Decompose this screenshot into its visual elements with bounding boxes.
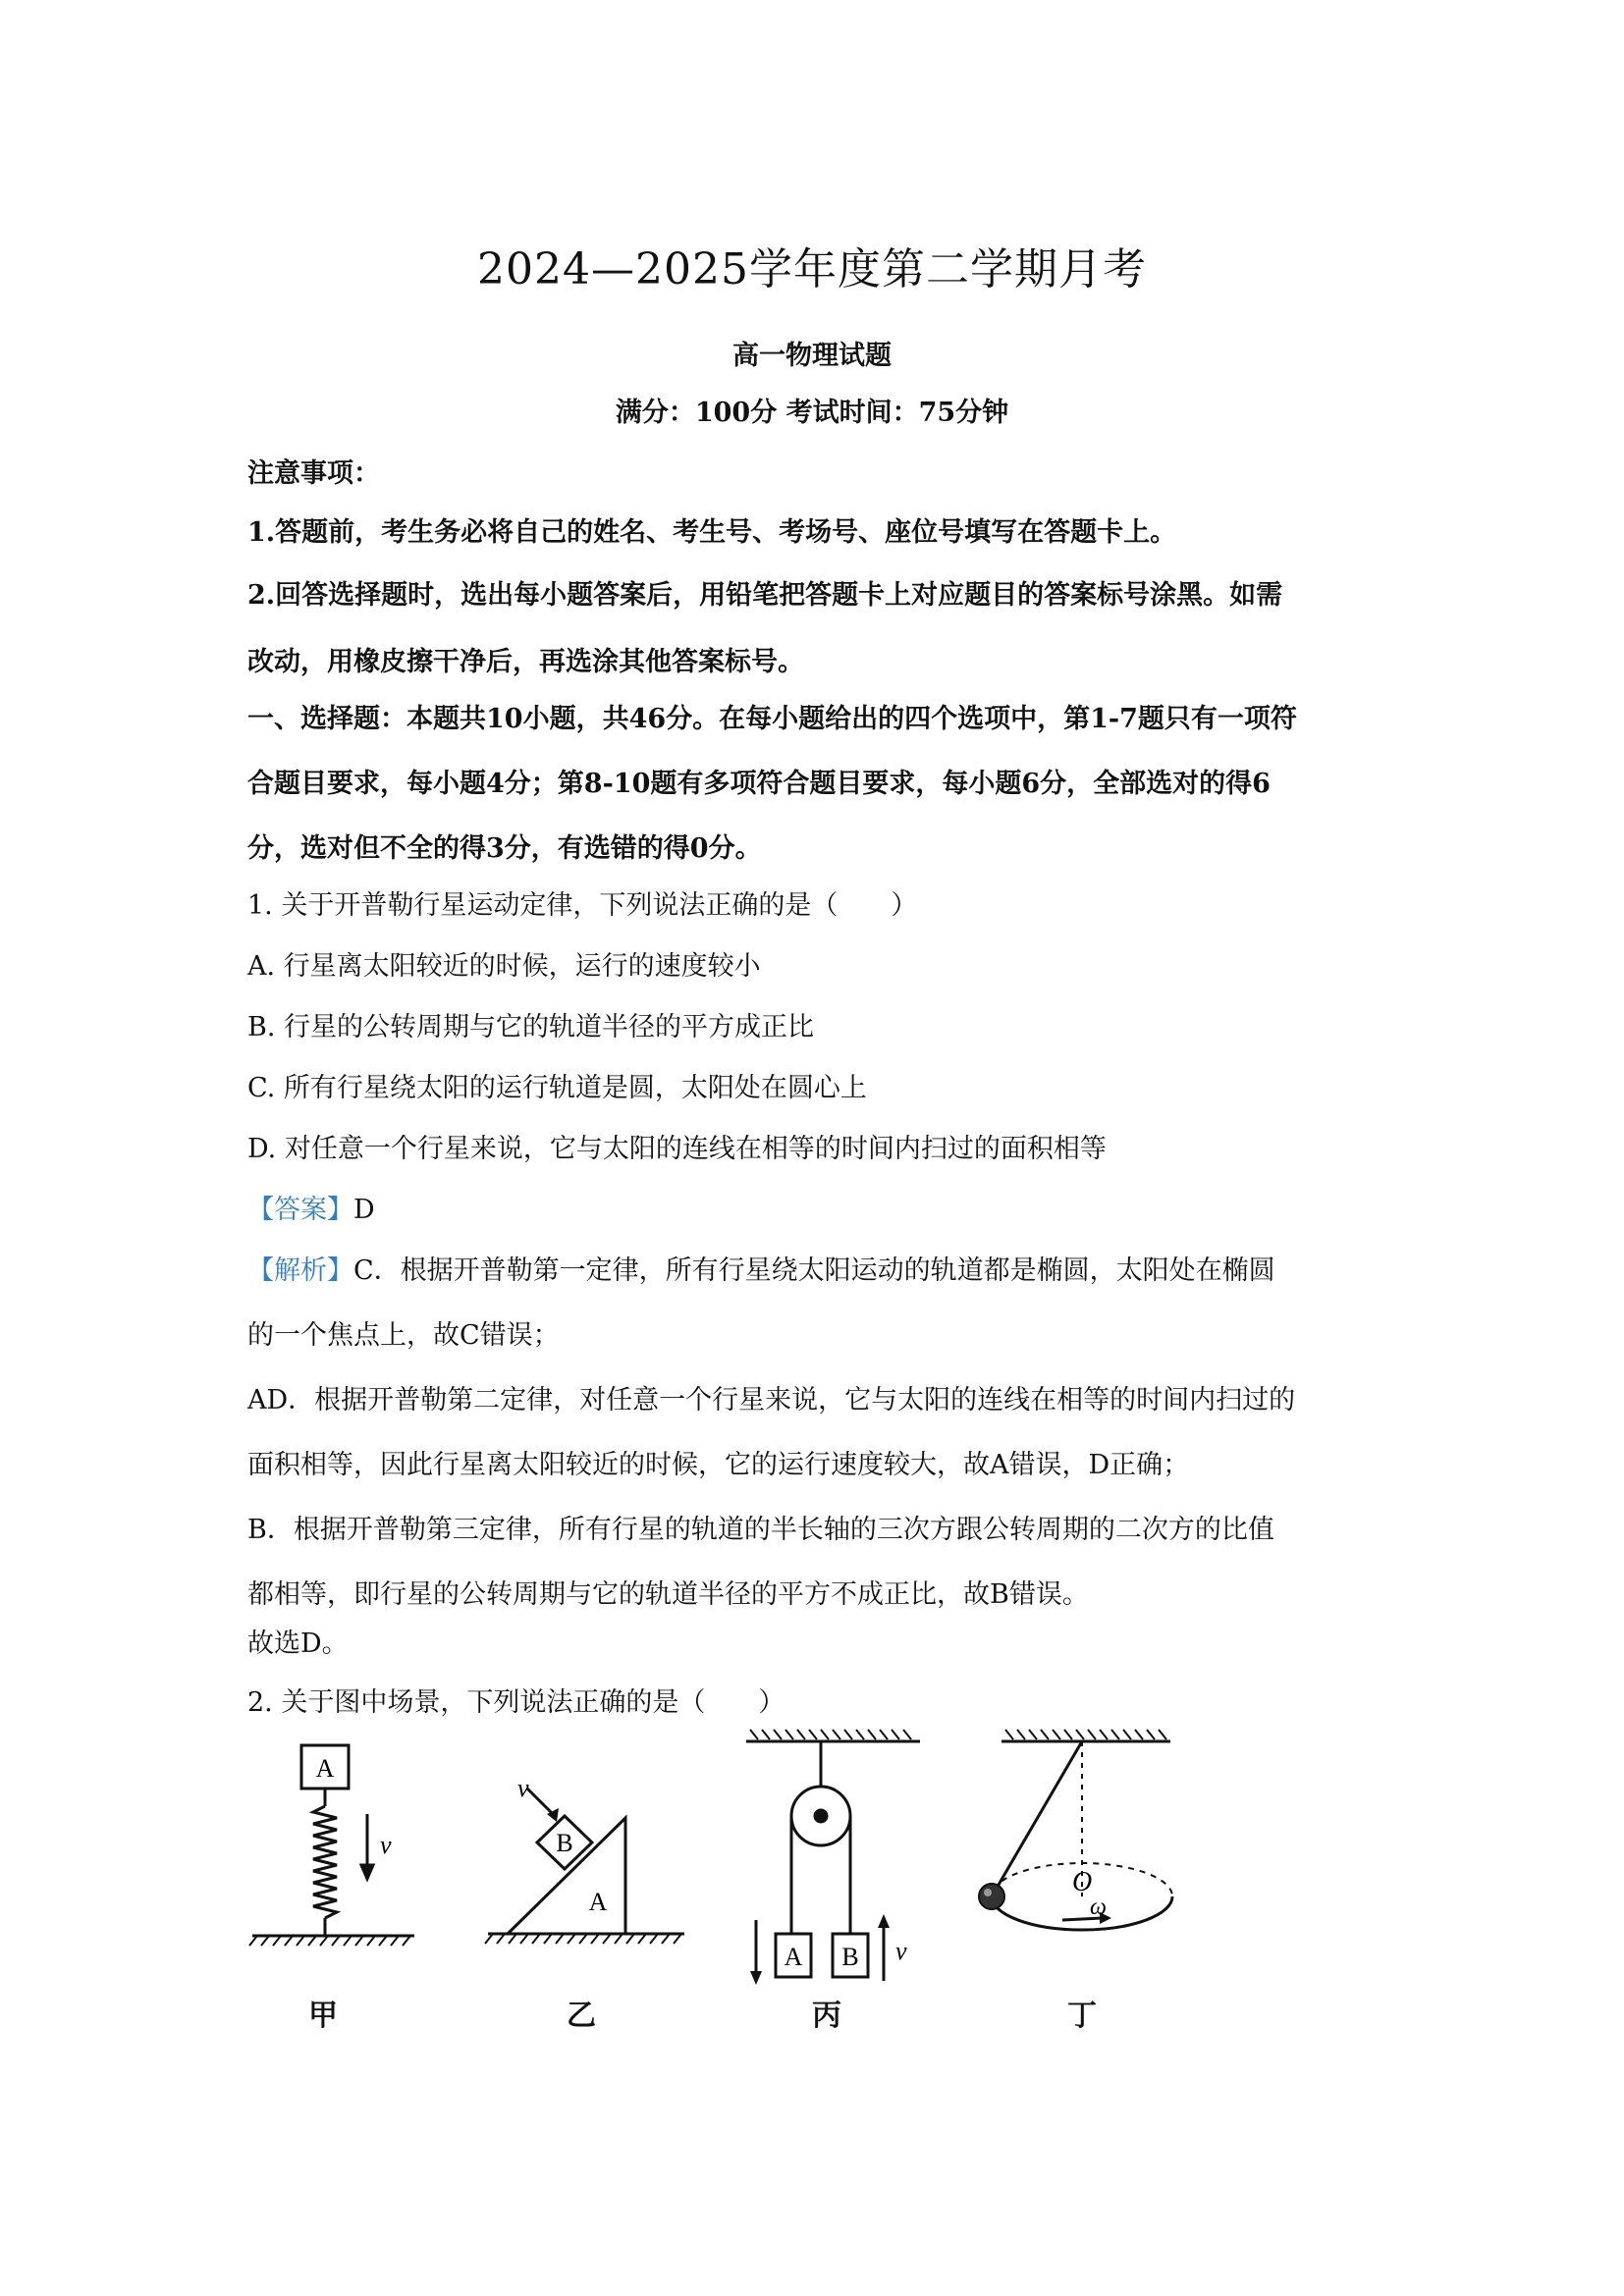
- q1-option-d: D. 对任意一个行星来说，它与太阳的连线在相等的时间内扫过的面积相等: [247, 1134, 1107, 1164]
- q1-option-b: B. 行星的公转周期与它的轨道半径的平方成正比: [247, 1012, 815, 1042]
- figure-yi: [478, 1728, 694, 1973]
- note-item-2: 2.回答选择题时，选出每小题答案后，用铅笔把答题卡上对应题目的答案标号涂黑。如需: [247, 580, 1283, 611]
- yi-block-a-label: A: [588, 1888, 608, 1916]
- answer-value: D: [353, 1195, 375, 1225]
- q2-figures: [247, 1728, 1210, 2052]
- caption-ding: 丁: [1067, 1999, 1097, 2033]
- jia-v-label: v: [380, 1831, 392, 1859]
- q1-analysis-line-1: [247, 1249, 1275, 1287]
- ding-omega-label: ω: [1090, 1895, 1107, 1920]
- section-heading-line-1: 一、选择题：本题共10小题，共46分。在每小题给出的四个选项中，第1-7题只有一项符: [247, 704, 1297, 734]
- notes-heading: 注意事项：: [247, 458, 380, 489]
- exam-subtitle: 高一物理试题: [732, 341, 892, 371]
- yi-v-label: v: [517, 1774, 529, 1802]
- yi-block-b-label: B: [556, 1829, 573, 1857]
- q1-analysis-line-6: 都相等，即行星的公转周期与它的轨道半径的平方不成正比，故B错误。: [247, 1579, 1089, 1610]
- figure-ding: [974, 1728, 1210, 1973]
- page-title: 2024—2025学年度第二学期月考: [477, 244, 1147, 294]
- q1-answer: [247, 1188, 375, 1226]
- analysis-tag: 【解析】: [247, 1255, 353, 1286]
- ding-orbit-front: [992, 1896, 1172, 1930]
- caption-bing: 丙: [812, 1999, 841, 2033]
- q2-stem: 2. 关于图中场景，下列说法正确的是（ ）: [247, 1687, 785, 1718]
- caption-jia: 甲: [308, 1999, 338, 2033]
- ding-string: [992, 1741, 1082, 1896]
- section-heading-line-3: 分，选对但不全的得3分，有选错的得0分。: [247, 833, 762, 864]
- bing-block-a-label: A: [784, 1943, 803, 1971]
- bing-block-b-label: B: [841, 1943, 859, 1971]
- figure-jia: [247, 1728, 424, 1973]
- q1-analysis-conclusion: 故选D。: [247, 1629, 349, 1659]
- note-item-1: 1.答题前，考生务必将自己的姓名、考生号、考场号、座位号填写在答题卡上。: [247, 517, 1177, 548]
- q1-option-a: A. 行星离太阳较近的时候，运行的速度较小: [247, 951, 761, 982]
- ding-ball: [979, 1884, 1004, 1909]
- answer-tag: 【答案】: [247, 1195, 353, 1225]
- figure-bing: [738, 1728, 935, 1993]
- q1-analysis-line-3: AD．根据开普勒第二定律，对任意一个行星来说，它与太阳的连线在相等的时间内扫过的: [247, 1385, 1296, 1415]
- exam-meta: 满分：100分 考试时间：75分钟: [615, 398, 1009, 428]
- q1-option-c: C. 所有行星绕太阳的运行轨道是圆，太阳处在圆心上: [247, 1073, 867, 1103]
- q1-analysis-line-5: B．根据开普勒第三定律，所有行星的轨道的半长轴的三次方跟公转周期的二次方的比值: [247, 1515, 1274, 1545]
- jia-block-label: A: [315, 1754, 335, 1783]
- jia-spring: [313, 1806, 337, 1918]
- section-heading-line-2: 合题目要求，每小题4分；第8-10题有多项符合题目要求，每小题6分，全部选对的得6: [247, 769, 1271, 799]
- bing-v-label: v: [895, 1937, 907, 1965]
- q1-analysis-line-4: 面积相等，因此行星离太阳较近的时候，它的运行速度较大，故A错误，D正确；: [247, 1450, 1190, 1480]
- note-item-2-cont: 改动，用橡皮擦干净后，再选涂其他答案标号。: [247, 647, 804, 677]
- caption-yi: 乙: [567, 1999, 596, 2033]
- q1-analysis-line-2: 的一个焦点上，故C错误；: [247, 1320, 560, 1351]
- analysis-text: C．根据开普勒第一定律，所有行星绕太阳运动的轨道都是椭圆，太阳处在椭圆: [353, 1255, 1275, 1286]
- ding-o-label: O: [1072, 1867, 1093, 1897]
- q1-stem: 1. 关于开普勒行星运动定律，下列说法正确的是（ ）: [247, 890, 918, 921]
- yi-velocity-arrow: [527, 1789, 555, 1816]
